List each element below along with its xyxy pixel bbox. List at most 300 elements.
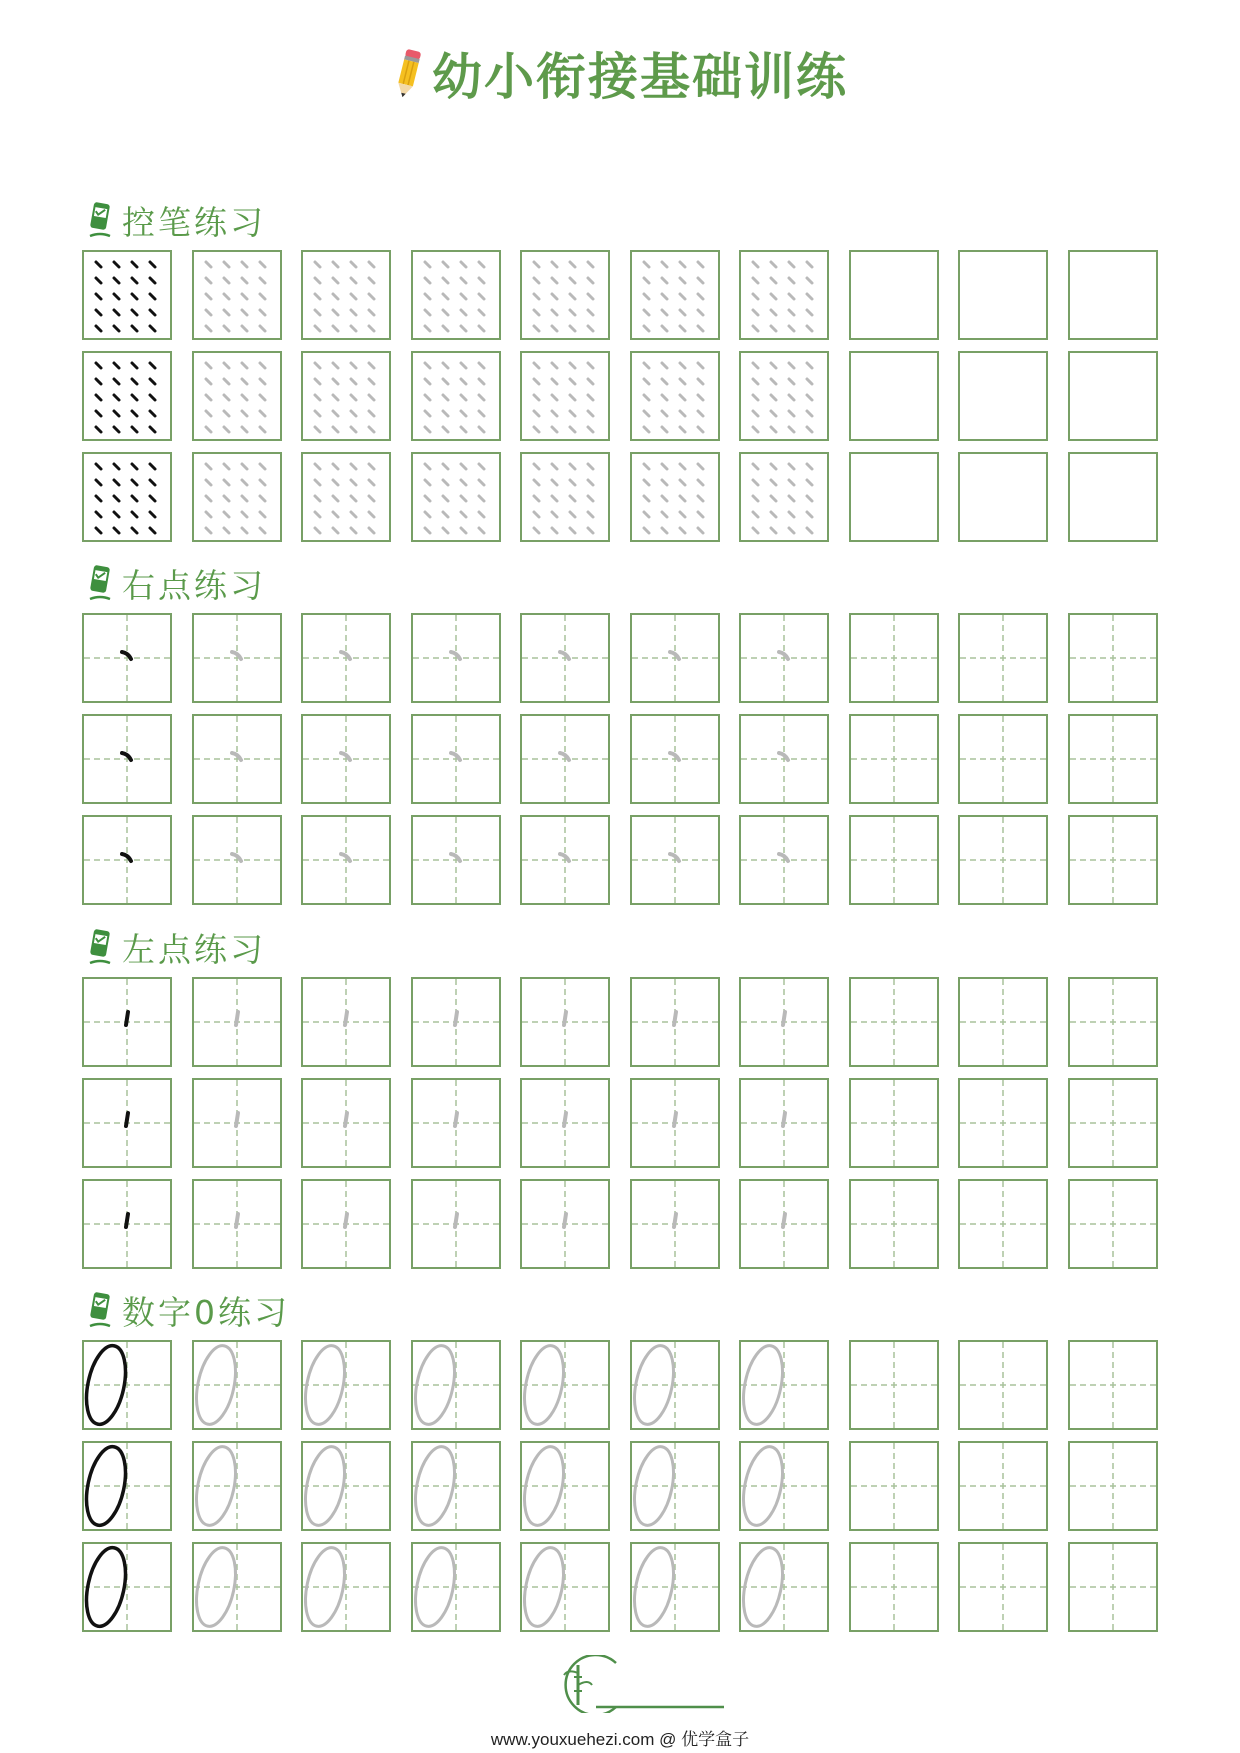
stroke-mark — [698, 278, 703, 283]
footer-text: www.youxuehezi.com @ 优学盒子 — [490, 1730, 750, 1749]
stroke-mark — [224, 496, 229, 501]
stroke-mark — [789, 427, 794, 432]
stroke-mark — [588, 528, 593, 533]
practice-cell — [739, 1179, 829, 1269]
practice-cell — [520, 1078, 610, 1168]
practice-cell — [520, 1542, 610, 1632]
practice-cell — [849, 1179, 939, 1269]
stroke-mark — [315, 326, 320, 331]
practice-cell — [192, 714, 282, 804]
stroke-mark — [260, 262, 265, 267]
stroke-mark — [315, 528, 320, 533]
stroke-mark — [425, 262, 430, 267]
practice-cell — [630, 714, 720, 804]
stroke-mark — [461, 411, 466, 416]
grid-left-dot — [82, 977, 1158, 1269]
practice-cell — [739, 1441, 829, 1531]
stroke-mark — [698, 411, 703, 416]
stroke-mark — [588, 310, 593, 315]
practice-cell — [630, 815, 720, 905]
practice-cell — [630, 977, 720, 1067]
grid-right-dot — [82, 613, 1158, 905]
stroke-mark — [206, 310, 211, 315]
stroke-mark — [789, 363, 794, 368]
stroke-mark — [588, 326, 593, 331]
stroke-mark — [479, 395, 484, 400]
practice-cell — [1068, 250, 1158, 340]
stroke-mark — [588, 512, 593, 517]
stroke-mark — [552, 326, 557, 331]
practice-cell — [1068, 1179, 1158, 1269]
green-pencil-icon — [86, 1290, 114, 1330]
stroke-mark — [260, 395, 265, 400]
practice-cell — [1068, 613, 1158, 703]
stroke-mark — [132, 310, 137, 315]
stroke-mark — [680, 262, 685, 267]
stroke-mark — [552, 512, 557, 517]
practice-cell — [849, 613, 939, 703]
left-dot-stroke — [345, 1214, 347, 1227]
stroke-mark — [224, 480, 229, 485]
practice-cell — [301, 1340, 391, 1430]
stroke-mark — [260, 310, 265, 315]
practice-cell — [520, 250, 610, 340]
left-dot-stroke — [783, 1012, 785, 1025]
stroke-mark — [789, 278, 794, 283]
practice-cell — [301, 613, 391, 703]
stroke-mark — [698, 326, 703, 331]
practice-cell — [301, 815, 391, 905]
practice-cell — [630, 1179, 720, 1269]
practice-cell — [82, 1078, 172, 1168]
stroke-mark — [771, 363, 776, 368]
stroke-mark — [443, 278, 448, 283]
left-dot-stroke — [564, 1214, 566, 1227]
stroke-mark — [132, 411, 137, 416]
stroke-mark — [644, 326, 649, 331]
stroke-mark — [224, 262, 229, 267]
practice-cell — [411, 613, 501, 703]
stroke-mark — [333, 262, 338, 267]
stroke-mark — [114, 512, 119, 517]
stroke-mark — [96, 262, 101, 267]
stroke-mark — [771, 294, 776, 299]
stroke-mark — [588, 427, 593, 432]
stroke-mark — [534, 262, 539, 267]
stroke-mark — [570, 496, 575, 501]
stroke-mark — [132, 262, 137, 267]
practice-cell — [82, 351, 172, 441]
stroke-mark — [315, 310, 320, 315]
stroke-mark — [224, 395, 229, 400]
stroke-mark — [534, 496, 539, 501]
green-pencil-icon — [86, 200, 114, 240]
stroke-mark — [315, 379, 320, 384]
stroke-mark — [534, 528, 539, 533]
stroke-mark — [570, 278, 575, 283]
stroke-mark — [224, 326, 229, 331]
stroke-mark — [662, 480, 667, 485]
stroke-mark — [698, 294, 703, 299]
stroke-mark — [333, 411, 338, 416]
left-dot-stroke — [674, 1113, 676, 1126]
stroke-mark — [534, 294, 539, 299]
practice-cell — [411, 714, 501, 804]
practice-cell — [301, 714, 391, 804]
stroke-mark — [807, 411, 812, 416]
stroke-mark — [132, 496, 137, 501]
stroke-mark — [351, 411, 356, 416]
practice-cell — [739, 613, 829, 703]
practice-cell — [192, 1340, 282, 1430]
stroke-mark — [698, 480, 703, 485]
stroke-mark — [150, 278, 155, 283]
stroke-mark — [333, 379, 338, 384]
stroke-mark — [479, 427, 484, 432]
stroke-mark — [132, 528, 137, 533]
stroke-mark — [260, 528, 265, 533]
practice-cell — [849, 714, 939, 804]
practice-cell — [958, 1441, 1048, 1531]
section-title-left-dot: 左点练习 — [122, 929, 266, 969]
stroke-mark — [224, 427, 229, 432]
stroke-mark — [242, 512, 247, 517]
stroke-mark — [570, 480, 575, 485]
stroke-mark — [479, 411, 484, 416]
stroke-mark — [206, 528, 211, 533]
practice-cell — [520, 452, 610, 542]
stroke-mark — [369, 310, 374, 315]
stroke-mark — [443, 310, 448, 315]
stroke-mark — [224, 411, 229, 416]
stroke-mark — [242, 363, 247, 368]
stroke-mark — [114, 411, 119, 416]
stroke-mark — [369, 379, 374, 384]
stroke-mark — [644, 379, 649, 384]
left-dot-stroke — [455, 1012, 457, 1025]
practice-cell — [301, 1078, 391, 1168]
stroke-mark — [206, 326, 211, 331]
stroke-mark — [242, 395, 247, 400]
practice-cell — [958, 1179, 1048, 1269]
practice-cell — [411, 452, 501, 542]
stroke-mark — [333, 464, 338, 469]
stroke-mark — [461, 427, 466, 432]
stroke-mark — [479, 326, 484, 331]
practice-cell — [411, 1542, 501, 1632]
stroke-mark — [315, 480, 320, 485]
stroke-mark — [114, 278, 119, 283]
stroke-mark — [206, 395, 211, 400]
practice-cell — [82, 1340, 172, 1430]
stroke-mark — [369, 326, 374, 331]
stroke-mark — [662, 512, 667, 517]
section-header-left-dot — [86, 925, 266, 969]
practice-cell — [958, 977, 1048, 1067]
section-title-control: 控笔练习 — [122, 202, 266, 242]
stroke-mark — [425, 395, 430, 400]
stroke-mark — [807, 363, 812, 368]
stroke-mark — [644, 480, 649, 485]
stroke-mark — [552, 294, 557, 299]
stroke-mark — [369, 395, 374, 400]
stroke-mark — [698, 427, 703, 432]
stroke-mark — [242, 427, 247, 432]
stroke-mark — [150, 528, 155, 533]
practice-cell — [630, 351, 720, 441]
stroke-mark — [588, 262, 593, 267]
practice-cell — [849, 351, 939, 441]
stroke-mark — [315, 278, 320, 283]
practice-cell — [411, 351, 501, 441]
stroke-mark — [588, 464, 593, 469]
practice-cell — [630, 1340, 720, 1430]
stroke-mark — [369, 363, 374, 368]
stroke-mark — [479, 496, 484, 501]
practice-cell — [849, 1441, 939, 1531]
left-dot-stroke — [236, 1214, 238, 1227]
stroke-mark — [443, 528, 448, 533]
left-dot-stroke — [236, 1113, 238, 1126]
stroke-mark — [114, 480, 119, 485]
practice-cell — [958, 815, 1048, 905]
left-dot-stroke — [783, 1113, 785, 1126]
practice-cell — [82, 452, 172, 542]
stroke-mark — [698, 379, 703, 384]
stroke-mark — [443, 411, 448, 416]
stroke-mark — [150, 395, 155, 400]
practice-cell — [82, 1542, 172, 1632]
stroke-mark — [132, 363, 137, 368]
stroke-mark — [570, 262, 575, 267]
stroke-mark — [333, 363, 338, 368]
stroke-mark — [315, 363, 320, 368]
stroke-mark — [479, 512, 484, 517]
practice-cell — [739, 977, 829, 1067]
stroke-mark — [242, 464, 247, 469]
stroke-mark — [644, 294, 649, 299]
practice-cell — [1068, 815, 1158, 905]
stroke-mark — [698, 464, 703, 469]
stroke-mark — [351, 528, 356, 533]
stroke-mark — [680, 512, 685, 517]
stroke-mark — [753, 480, 758, 485]
stroke-mark — [224, 363, 229, 368]
stroke-mark — [534, 310, 539, 315]
stroke-mark — [224, 310, 229, 315]
stroke-mark — [461, 310, 466, 315]
stroke-mark — [333, 326, 338, 331]
stroke-mark — [771, 496, 776, 501]
stroke-mark — [534, 480, 539, 485]
stroke-mark — [662, 278, 667, 283]
practice-cell — [301, 1542, 391, 1632]
stroke-mark — [242, 294, 247, 299]
stroke-mark — [206, 278, 211, 283]
stroke-mark — [644, 512, 649, 517]
stroke-mark — [260, 326, 265, 331]
stroke-mark — [315, 395, 320, 400]
stroke-mark — [662, 294, 667, 299]
stroke-mark — [96, 326, 101, 331]
practice-cell — [520, 613, 610, 703]
stroke-mark — [552, 496, 557, 501]
stroke-mark — [534, 363, 539, 368]
practice-cell — [82, 977, 172, 1067]
stroke-mark — [771, 528, 776, 533]
stroke-mark — [534, 326, 539, 331]
green-pencil-icon — [86, 563, 114, 603]
stroke-mark — [680, 278, 685, 283]
stroke-mark — [333, 528, 338, 533]
stroke-mark — [150, 480, 155, 485]
stroke-mark — [534, 411, 539, 416]
stroke-mark — [242, 262, 247, 267]
stroke-mark — [425, 464, 430, 469]
stroke-mark — [698, 528, 703, 533]
stroke-mark — [242, 326, 247, 331]
stroke-mark — [644, 278, 649, 283]
left-dot-stroke — [126, 1113, 128, 1126]
stroke-mark — [351, 262, 356, 267]
stroke-mark — [479, 310, 484, 315]
stroke-mark — [807, 395, 812, 400]
stroke-mark — [351, 310, 356, 315]
stroke-mark — [588, 379, 593, 384]
stroke-mark — [425, 278, 430, 283]
stroke-mark — [534, 464, 539, 469]
stroke-mark — [369, 496, 374, 501]
practice-cell — [1068, 1078, 1158, 1168]
stroke-mark — [96, 427, 101, 432]
stroke-mark — [771, 395, 776, 400]
stroke-mark — [680, 363, 685, 368]
stroke-mark — [552, 464, 557, 469]
practice-cell — [630, 452, 720, 542]
practice-cell — [192, 1078, 282, 1168]
stroke-mark — [224, 379, 229, 384]
practice-cell — [520, 1340, 610, 1430]
practice-cell — [739, 1078, 829, 1168]
stroke-mark — [351, 363, 356, 368]
stroke-mark — [132, 464, 137, 469]
stroke-mark — [552, 363, 557, 368]
stroke-mark — [333, 278, 338, 283]
stroke-mark — [753, 512, 758, 517]
stroke-mark — [588, 278, 593, 283]
stroke-mark — [753, 464, 758, 469]
practice-cell — [192, 613, 282, 703]
stroke-mark — [114, 464, 119, 469]
stroke-mark — [534, 379, 539, 384]
stroke-mark — [753, 411, 758, 416]
stroke-mark — [96, 379, 101, 384]
stroke-mark — [351, 496, 356, 501]
stroke-mark — [351, 294, 356, 299]
stroke-mark — [753, 262, 758, 267]
stroke-mark — [534, 512, 539, 517]
practice-cell — [630, 250, 720, 340]
stroke-mark — [588, 411, 593, 416]
stroke-mark — [552, 427, 557, 432]
practice-cell — [958, 1542, 1048, 1632]
stroke-mark — [224, 512, 229, 517]
stroke-mark — [461, 528, 466, 533]
stroke-mark — [680, 496, 685, 501]
practice-cell — [82, 1179, 172, 1269]
practice-cell — [520, 714, 610, 804]
stroke-mark — [461, 464, 466, 469]
stroke-mark — [461, 294, 466, 299]
stroke-mark — [260, 427, 265, 432]
stroke-mark — [771, 326, 776, 331]
stroke-mark — [114, 528, 119, 533]
stroke-mark — [206, 262, 211, 267]
practice-cell — [958, 1340, 1048, 1430]
left-dot-stroke — [564, 1113, 566, 1126]
stroke-mark — [807, 480, 812, 485]
practice-cell — [411, 1179, 501, 1269]
practice-cell — [1068, 351, 1158, 441]
stroke-mark — [96, 480, 101, 485]
stroke-mark — [132, 294, 137, 299]
stroke-mark — [260, 294, 265, 299]
stroke-mark — [771, 512, 776, 517]
stroke-mark — [260, 363, 265, 368]
practice-cell — [301, 351, 391, 441]
stroke-mark — [315, 464, 320, 469]
stroke-mark — [644, 395, 649, 400]
stroke-mark — [771, 411, 776, 416]
stroke-mark — [443, 480, 448, 485]
stroke-mark — [461, 480, 466, 485]
practice-cell — [1068, 977, 1158, 1067]
stroke-mark — [753, 310, 758, 315]
stroke-mark — [662, 363, 667, 368]
stroke-mark — [260, 464, 265, 469]
grid-zero — [82, 1340, 1158, 1632]
stroke-mark — [351, 464, 356, 469]
stroke-mark — [644, 363, 649, 368]
practice-cell — [192, 452, 282, 542]
stroke-mark — [588, 294, 593, 299]
stroke-mark — [789, 528, 794, 533]
stroke-mark — [150, 294, 155, 299]
stroke-mark — [206, 427, 211, 432]
stroke-mark — [461, 363, 466, 368]
practice-cell — [849, 977, 939, 1067]
stroke-mark — [150, 411, 155, 416]
stroke-mark — [132, 379, 137, 384]
left-dot-stroke — [345, 1113, 347, 1126]
stroke-mark — [461, 379, 466, 384]
stroke-mark — [552, 278, 557, 283]
practice-cell — [82, 613, 172, 703]
stroke-mark — [132, 278, 137, 283]
stroke-mark — [807, 278, 812, 283]
stroke-mark — [369, 411, 374, 416]
stroke-mark — [479, 363, 484, 368]
stroke-mark — [644, 411, 649, 416]
left-dot-stroke — [345, 1012, 347, 1025]
stroke-mark — [443, 294, 448, 299]
stroke-mark — [260, 379, 265, 384]
stroke-mark — [132, 395, 137, 400]
stroke-mark — [789, 310, 794, 315]
stroke-mark — [461, 496, 466, 501]
practice-cell — [82, 815, 172, 905]
stroke-mark — [96, 411, 101, 416]
